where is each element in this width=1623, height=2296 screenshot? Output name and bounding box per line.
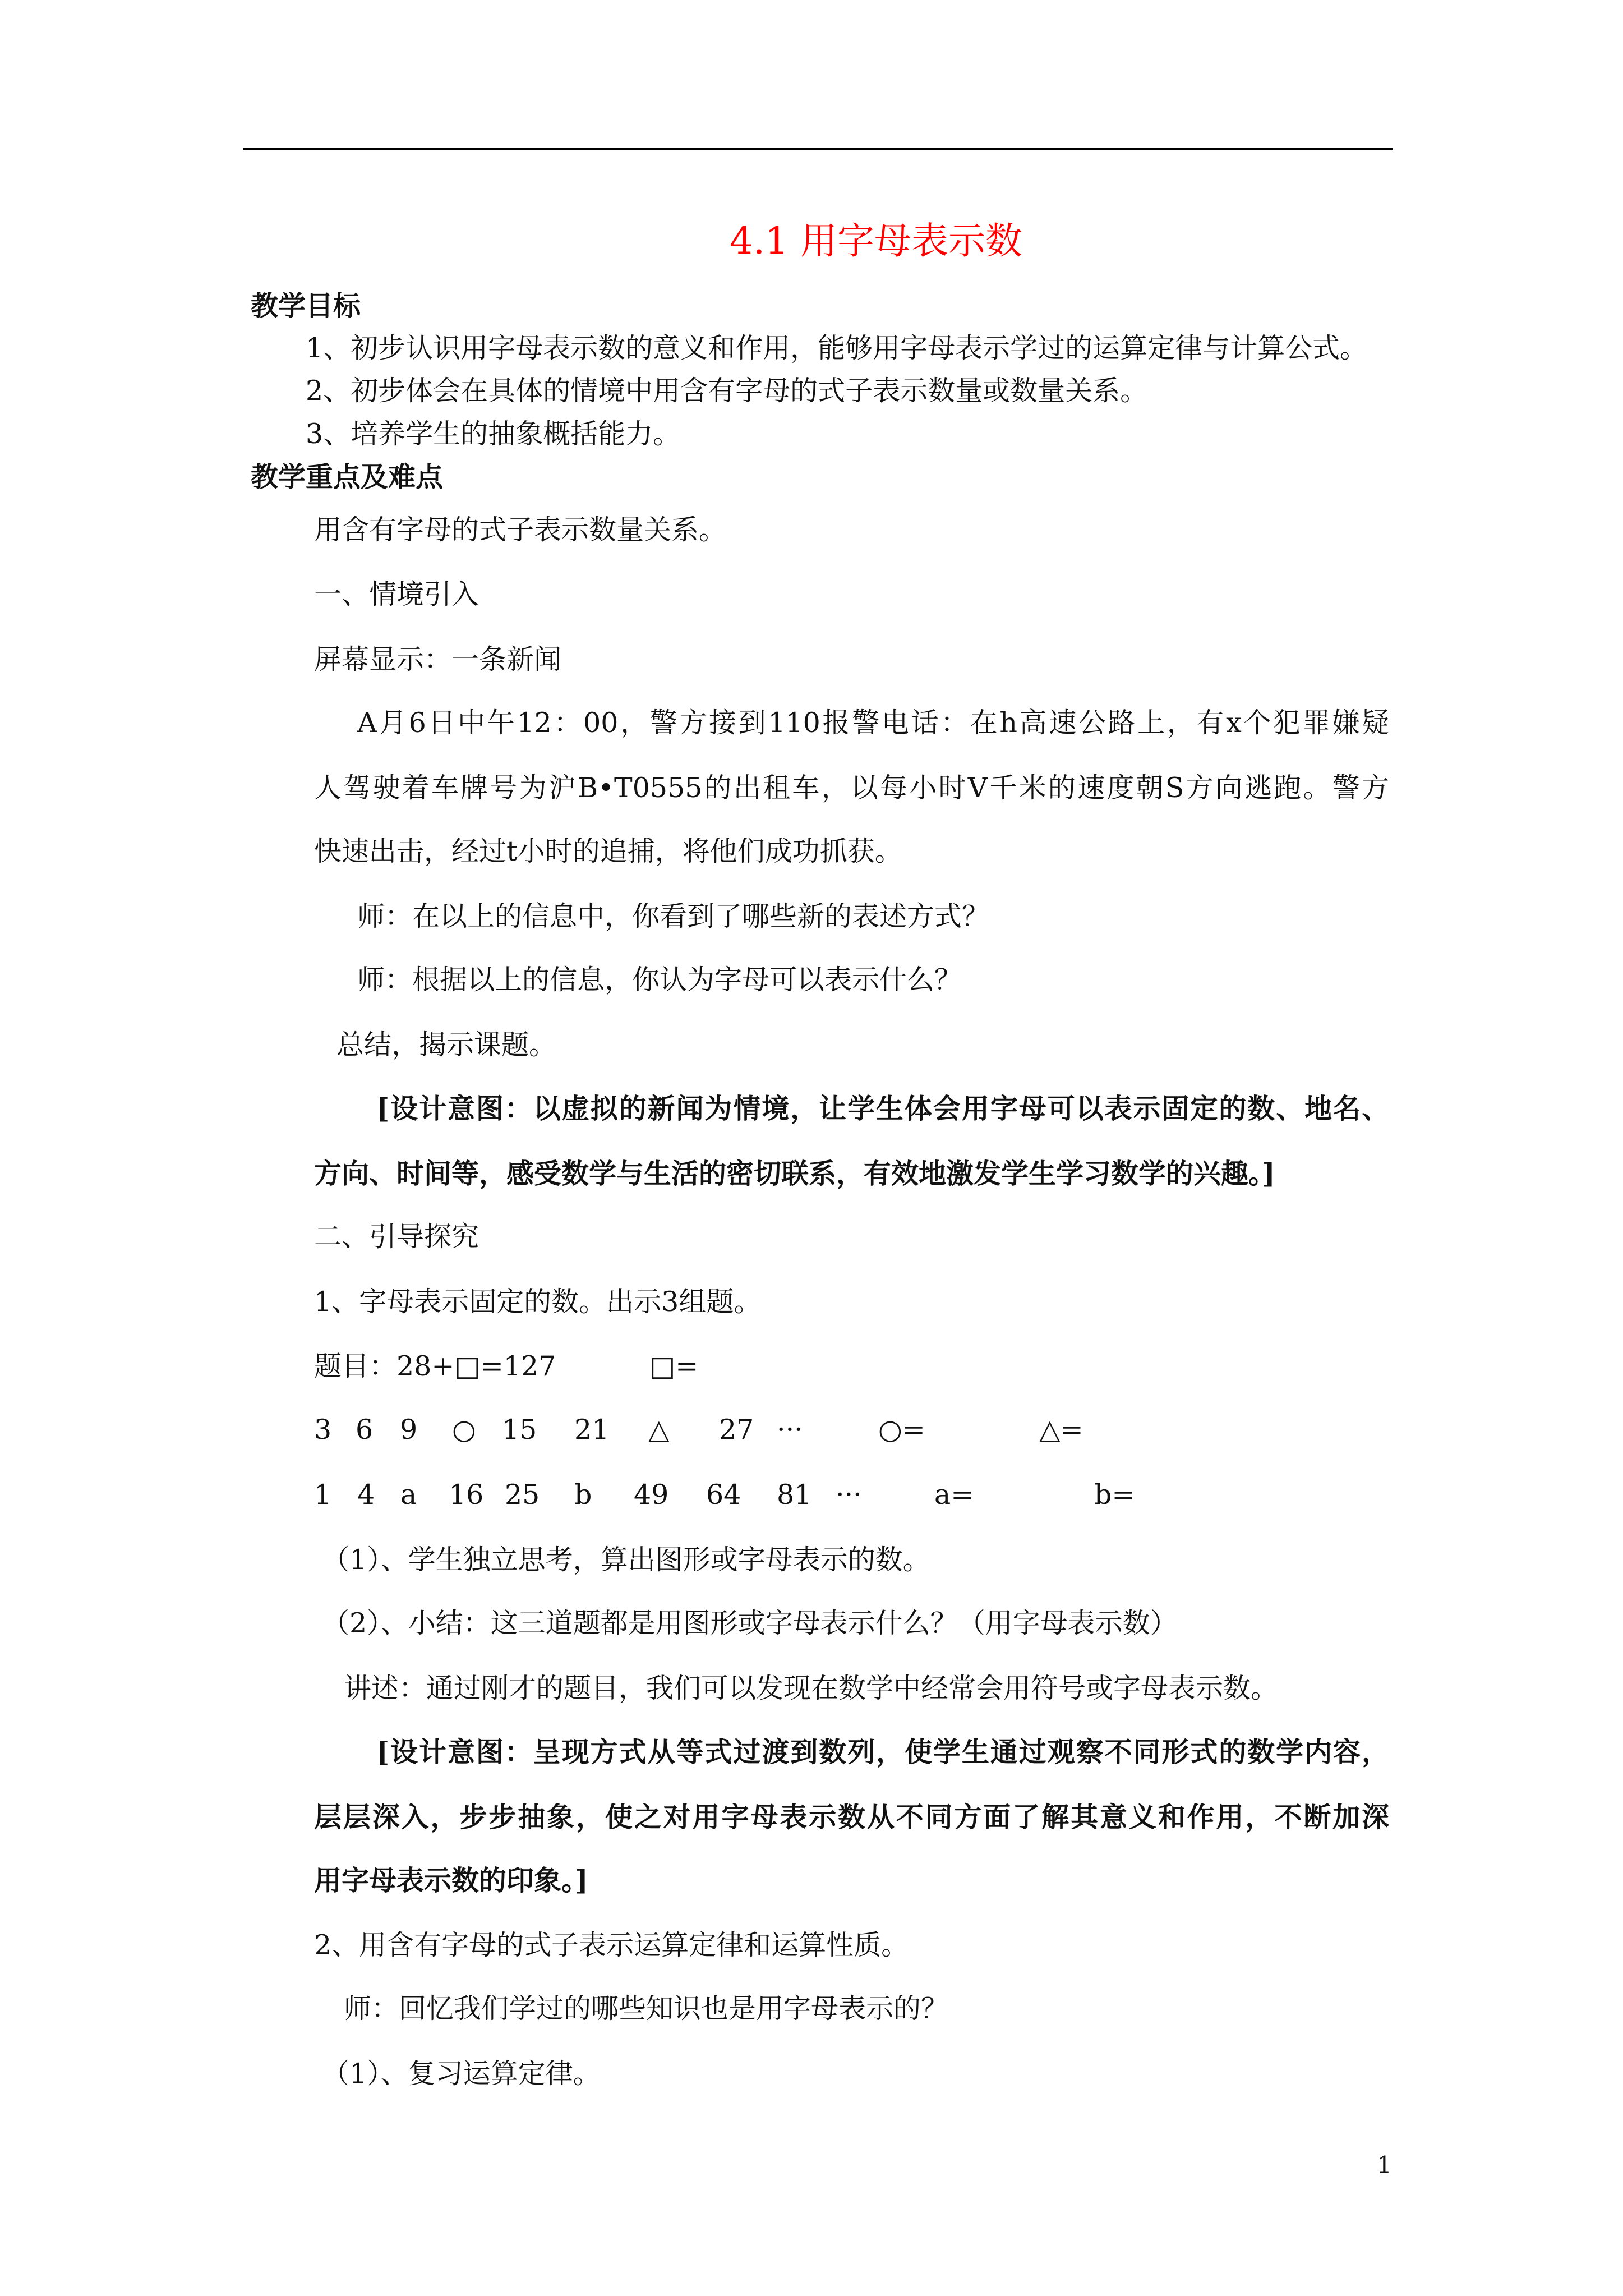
design-intent-2-line-1: [设计意图：呈现方式从等式过渡到数列，使学生通过观察不同形式的数学内容， <box>376 1736 1389 1768</box>
seq2-item: 1 <box>314 1479 332 1511</box>
ellipsis: ··· <box>836 1479 862 1511</box>
paragraph-1: 1、字母表示固定的数。出示3组题。 <box>314 1286 762 1318</box>
b-answer: b= <box>1094 1479 1135 1511</box>
seq1-item: 9 <box>400 1414 418 1446</box>
paragraph-2: 2、用含有字母的式子表示运算定律和运算性质。 <box>314 1929 909 1961</box>
seq1-item: 6 <box>356 1414 374 1446</box>
problem-answer: □= <box>649 1350 699 1382</box>
circle-answer: ○= <box>878 1414 925 1446</box>
goal-1: 1、初步认识用字母表示数的意义和作用，能够用字母表示学过的运算定律与计算公式。 <box>306 332 1368 364</box>
teacher-question-3: 师：回忆我们学过的哪些知识也是用字母表示的？ <box>344 1993 949 2024</box>
seq2-item: a <box>400 1479 417 1511</box>
triangle-answer: △= <box>1039 1414 1083 1446</box>
step-3: （1）、复习运算定律。 <box>322 2058 601 2090</box>
screen-text: 屏幕显示：一条新闻 <box>314 643 562 675</box>
news-line-2: 人驾驶着车牌号为沪B•T0555的出租车，以每小时V千米的速度朝S方向逃跑。警方 <box>314 772 1389 804</box>
circle-symbol: ○ <box>452 1414 476 1446</box>
seq2-item: 64 <box>706 1479 741 1511</box>
seq1-item: 15 <box>502 1414 537 1446</box>
problem-equation: 题目：28+□=127 <box>314 1350 556 1382</box>
teacher-question-1: 师：在以上的信息中，你看到了哪些新的表述方式？ <box>357 900 990 932</box>
section-2-heading: 二、引导探究 <box>314 1221 479 1253</box>
seq2-item: b <box>574 1479 592 1511</box>
design-intent-1-line-1: [设计意图：以虚拟的新闻为情境，让学生体会用字母可以表示固定的数、地名、 <box>376 1092 1389 1125</box>
design-intent-1-line-2: 方向、时间等，感受数学与生活的密切联系，有效地激发学生学习数学的兴趣。] <box>314 1157 1275 1190</box>
heading-goals: 教学目标 <box>251 289 361 322</box>
seq2-item: 16 <box>449 1479 484 1511</box>
design-intent-2-line-3: 用字母表示数的印象。] <box>314 1864 588 1897</box>
teacher-question-2: 师：根据以上的信息，你认为字母可以表示什么？ <box>357 964 962 996</box>
seq2-item: 81 <box>777 1479 812 1511</box>
news-line-1: A月6日中午12：00，警方接到110报警电话：在h高速公路上，有x个犯罪嫌疑 <box>357 707 1389 739</box>
step-1: （1）、学生独立思考，算出图形或字母表示的数。 <box>322 1544 930 1576</box>
ellipsis: ··· <box>777 1414 803 1446</box>
design-intent-2-line-2: 层层深入，步步抽象，使之对用字母表示数从不同方面了解其意义和作用，不断加深 <box>314 1801 1389 1833</box>
seq2-item: 25 <box>505 1479 540 1511</box>
step-2: （2）、小结：这三道题都是用图形或字母表示什么？（用字母表示数） <box>322 1607 1178 1639</box>
news-line-3: 快速出击，经过t小时的追捕，将他们成功抓获。 <box>314 835 902 867</box>
goal-2: 2、初步体会在具体的情境中用含有字母的式子表示数量或数量关系。 <box>306 375 1148 407</box>
a-answer: a= <box>934 1479 974 1511</box>
seq1-item: 21 <box>574 1414 610 1446</box>
seq2-item: 49 <box>634 1479 669 1511</box>
seq1-item: 27 <box>719 1414 754 1446</box>
explanation: 讲述：通过刚才的题目，我们可以发现在数学中经常会用符号或字母表示数。 <box>344 1672 1279 1704</box>
page-number: 1 <box>1377 2151 1392 2179</box>
summary-text: 总结，揭示课题。 <box>336 1029 557 1061</box>
seq2-item: 4 <box>357 1479 375 1511</box>
header-rule <box>243 148 1393 150</box>
heading-key-points: 教学重点及难点 <box>251 461 444 493</box>
goal-3: 3、培养学生的抽象概括能力。 <box>306 418 681 450</box>
seq1-item: 3 <box>314 1414 332 1446</box>
page-title: 4.1 用字母表示数 <box>730 219 1022 263</box>
key-point: 用含有字母的式子表示数量关系。 <box>314 514 727 546</box>
section-1-heading: 一、情境引入 <box>314 578 479 610</box>
triangle-symbol: △ <box>648 1414 670 1446</box>
